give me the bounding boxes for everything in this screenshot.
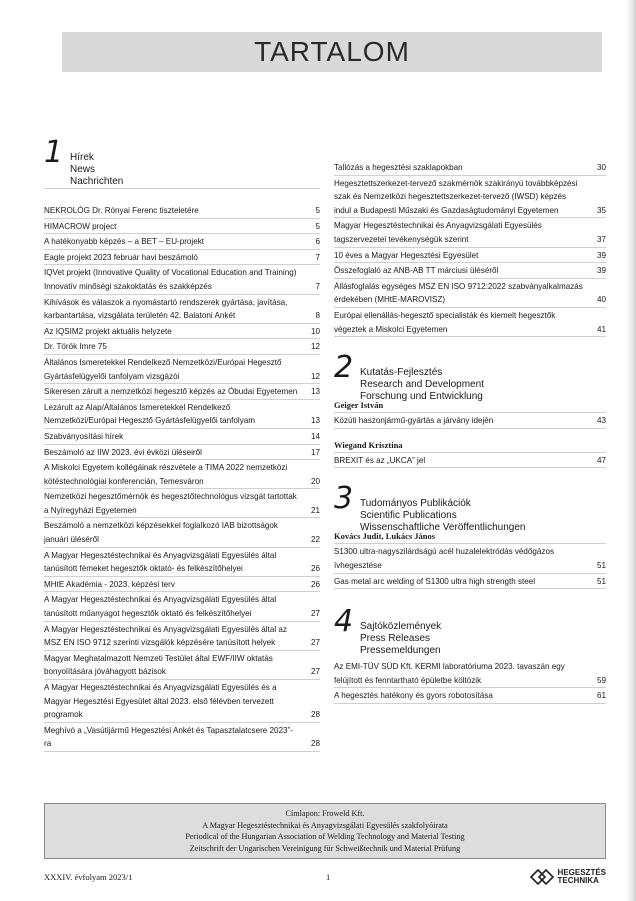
entry-page-number: 7 (315, 281, 320, 291)
entry-title: Szabványosítási hírek (44, 431, 124, 441)
toc-entry[interactable] (44, 592, 320, 621)
toc-entry[interactable] (44, 489, 320, 518)
entry-page-number: 27 (310, 667, 320, 677)
toc-entry[interactable] (44, 250, 320, 266)
entry-page-number: 27 (310, 609, 320, 619)
section-1-title-en: News (70, 164, 96, 175)
right-column (334, 160, 606, 704)
section-1-entries-continued (334, 160, 606, 337)
entry-title: Magyar Meghatalmazott Nemzeti Testület által EWF/IIW oktatás bonyolítására jóváhagyott bázisok (44, 653, 273, 677)
entry-page-number: 47 (596, 455, 606, 465)
toc-entry[interactable] (44, 577, 320, 593)
entry-page-number: 14 (310, 431, 320, 441)
toc-entry[interactable] (44, 400, 320, 429)
section-3-title-de: Wissenschaftliche Veröffentlichungen (360, 522, 526, 534)
journal-logo (529, 868, 606, 886)
entry-page-number: 41 (596, 324, 606, 334)
section-4-header (334, 604, 606, 657)
entry-title: Az EMI-TÜV SÜD Kft. KERMI laboratóriuma 2023. tavaszán egy felújított és fenntartható épületbe költözik (334, 662, 565, 685)
section-1-header (44, 135, 320, 187)
entry-page-number: 5 (315, 221, 320, 231)
toc-entry[interactable] (44, 548, 320, 577)
entry-title: Állásfoglalás egységes MSZ EN ISO 9712:2022 szabványalkalmazás érdekében (MHtE-MAROVISZ) (334, 281, 583, 305)
logo-line-1: HEGESZTÉS (557, 868, 606, 877)
entry-page-number: 13 (310, 416, 320, 426)
section-2-title-hu: Kutatás-Fejlesztés (360, 367, 443, 379)
toc-entry[interactable] (44, 680, 320, 723)
entry-title: Általános Ismeretekkel Rendelkező Nemzetközi/Európai Hegesztő Gyártásfelügyelői tanfolyam vizsgázói (44, 357, 282, 381)
welding-logo-icon (529, 868, 555, 886)
colophon-en: Periodical of the Hungarian Association of Welding Technology and Material Testing (185, 832, 465, 842)
entry-title: Lezárult az Alap/Általános Ismeretekkel Rendelkező Nemzetközi/Európai Hegesztő Gyártásfelügyelői tanfolyam (44, 402, 255, 426)
toc-entry[interactable] (44, 339, 320, 355)
entry-title: Sikeresen zárult a nemzetközi hegesztő képzés az Óbudai Egyetemen (44, 387, 298, 397)
entry-page-number: 26 (310, 579, 320, 589)
entry-title: S1300 ultra-nagyszilárdságú acél huzalelektródás védőgázos ívhegesztése (334, 547, 555, 570)
section-1-title-hu: Hírek (70, 152, 94, 163)
section-4-entries (334, 659, 606, 704)
section-2-title-en: Research and Development (360, 379, 484, 391)
section-4-title-hu: Sajtóközlemények (360, 621, 442, 633)
author-name: Wiegand Krisztina (334, 439, 606, 453)
section-2-title-de: Forschung und Entwicklung (360, 391, 483, 403)
toc-entry[interactable] (334, 688, 606, 704)
toc-entry[interactable] (44, 219, 320, 235)
toc-entry[interactable] (44, 651, 320, 680)
toc-entry[interactable] (44, 384, 320, 400)
entry-page-number: 28 (310, 710, 320, 720)
entry-page-number: 20 (310, 476, 320, 486)
entry-title: Beszámoló a nemzetközi képzésekkel foglalkozó IAB bizottságok januári üléséről (44, 521, 278, 545)
section-1-number: 1 (44, 135, 64, 170)
toc-entry[interactable] (44, 460, 320, 489)
entry-title: Európai ellenállás-hegesztő specialisták és kiemelt hegesztők végeztek a Miskolci Egyetemen (334, 310, 556, 334)
entry-title: Beszámoló az IIW 2023. évi évközi üléseiről (44, 447, 202, 457)
section-3-title-hu: Tudományos Publikációk (360, 498, 471, 510)
section-4-titles (360, 607, 442, 657)
entry-page-number: 59 (596, 675, 606, 685)
entry-title: Közúti haszonjármű-gyártás a járvány idején (334, 416, 494, 426)
entry-page-number: 26 (310, 564, 320, 574)
toc-entry[interactable] (44, 324, 320, 340)
section-3-number: 3 (334, 481, 354, 517)
toc-entry[interactable] (334, 574, 606, 590)
section-1-title-de: Nachrichten (70, 176, 124, 187)
section-2-content (334, 399, 606, 468)
volume-label: XXXIV. évfolyam 2023/1 (44, 872, 133, 882)
author-name: Geiger István (334, 399, 606, 413)
section-3-content (334, 530, 606, 589)
author-entries (334, 413, 606, 429)
toc-entry[interactable] (44, 265, 320, 294)
entry-page-number: 28 (310, 739, 320, 749)
toc-entry[interactable] (334, 218, 606, 247)
entry-page-number: 39 (596, 266, 606, 276)
section-2-titles (360, 353, 484, 403)
section-4-title-de: Pressemeldungen (360, 645, 441, 657)
toc-entry[interactable] (44, 518, 320, 547)
section-1-titles (70, 138, 124, 187)
entry-title: Meghívó a „Vasútijármű Hegesztési Ankét és Tapasztalatcsere 2023”-ra (44, 725, 293, 749)
colophon-box (44, 803, 606, 859)
logo-line-2: TECHNIKA (557, 876, 599, 885)
toc-entry[interactable] (44, 723, 320, 752)
entry-page-number: 7 (315, 252, 320, 262)
entry-title: Összefoglaló az ANB-AB TT márciusi üléséről (334, 266, 499, 276)
toc-entry[interactable] (334, 544, 606, 573)
entry-page-number: 22 (310, 535, 320, 545)
entry-page-number: 8 (315, 311, 320, 321)
toc-entry[interactable] (334, 248, 606, 264)
entry-title: A Magyar Hegesztéstechnikai és Anyagvizsgálati Egyesülés által tanúsított műanyagot hegesztők oktató és felkészítőhelyei (44, 595, 277, 619)
entry-title: Tallózás a hegesztési szaklapokban (334, 163, 463, 172)
section-2-number: 2 (334, 350, 354, 386)
author-entries (334, 544, 606, 589)
toc-entry[interactable] (44, 429, 320, 445)
entry-page-number: 5 (315, 206, 320, 215)
entry-title: A Miskolci Egyetem kollégáinak részvétele a TIMA 2022 nemzetközi kötéstechnológiai konferencián, Temesváron (44, 463, 288, 486)
entry-page-number: 12 (310, 371, 320, 381)
entry-title: A Magyar Hegesztéstechnikai és Anyagvizsgálati Egyesülés által tanúsított fémeket hegesztők oktató- és felkészítőhelyei (44, 550, 277, 574)
entry-title: A hatékonyabb képzés – a BET – EU-projekt (44, 237, 205, 247)
entry-title: 10 éves a Magyar Hegesztési Egyesület (334, 250, 479, 260)
entry-title: Nemzetközi hegesztőmérnök és hegesztőtechnológus vizsgát tartottak a Nyíregyházi Egyetemen (44, 492, 297, 515)
toc-entry[interactable] (334, 413, 606, 429)
page-footer (44, 868, 606, 892)
section-3-titles (360, 484, 526, 534)
entry-title: NEKROLÓG Dr. Rónyai Ferenc tiszteletére (44, 206, 199, 215)
page-number: 1 (326, 872, 331, 882)
entry-title: Eagle projekt 2023 február havi beszámoló (44, 252, 198, 262)
entry-page-number: 39 (596, 250, 606, 260)
entry-page-number: 43 (596, 416, 606, 426)
section-3-header (334, 481, 606, 534)
entry-title: HIMACROW project (44, 221, 117, 231)
entry-page-number: 27 (310, 638, 320, 648)
entry-title: IQVet projekt (Innovative Quality of Vocational Education and Training) Innovatív minőségi szakoktatás és szakképzés (44, 268, 297, 291)
entry-title: Gas metal arc welding of S1300 ultra high strength steel (334, 576, 536, 586)
section-4-title-en: Press Releases (360, 633, 431, 645)
entry-title: Hegesztettszerkezet-tervező szakmérnök szakirányú továbbképzési szak és Nemzetközi hegesztettszerkezet-tervező (IWSD) képzés indul a Budapesti Műszaki és Gazdaságtudományi Egyetemen (334, 178, 578, 215)
page-title: TARTALOM (254, 36, 410, 67)
toc-entry[interactable] (334, 453, 606, 469)
cover-credit: Címlapon: Froweld Kft. (285, 809, 365, 818)
entry-title: Az IQSIM2 projekt aktuális helyzete (44, 326, 172, 336)
section-1-entries (44, 203, 320, 752)
toc-entry[interactable] (44, 445, 320, 461)
entry-page-number: 6 (315, 237, 320, 247)
toc-entry[interactable] (44, 622, 320, 651)
toc-entry[interactable] (334, 176, 606, 219)
toc-entry[interactable] (334, 308, 606, 337)
toc-entry[interactable] (334, 160, 606, 176)
toc-entry[interactable] (44, 355, 320, 384)
colophon-hu: A Magyar Hegesztéstechnikai és Anyagvizsgálati Egyesülés szakfolyóirata (202, 820, 448, 830)
entry-page-number: 51 (596, 560, 606, 570)
entry-title: MHtE Akadémia - 2023. képzési terv (44, 579, 175, 589)
entry-page-number: 30 (596, 163, 606, 172)
page-edge-shadow (626, 0, 636, 901)
entry-title: A hegesztés hatékony és gyors robotosítása (334, 691, 493, 701)
toc-entry[interactable] (44, 295, 320, 324)
title-banner (62, 32, 602, 72)
entry-page-number: 13 (310, 387, 320, 397)
entry-title: A Magyar Hegesztéstechnikai és Anyagvizsgálati Egyesülés által az MSZ EN ISO 9712 szerinti vizsgálók képzésére tanúsított helyek (44, 624, 287, 648)
entry-page-number: 40 (596, 295, 606, 305)
entry-page-number: 21 (310, 505, 320, 515)
section-3-title-en: Scientific Publications (360, 510, 457, 522)
entry-title: A Magyar Hegesztéstechnikai és Anyagvizsgálati Egyesülés és a Magyar Hegesztési Egyesület által 2023. első félévben tervezett programok (44, 683, 277, 720)
entry-page-number: 35 (596, 205, 606, 215)
section-4-number: 4 (334, 604, 354, 640)
colophon-de: Zeitschrift der Ungarischen Vereinigung für Schweißtechnik und Material Prüfung (189, 843, 461, 853)
entry-title: Kihívások és válaszok a nyomástartó rendszerek gyártása, javítása, karbantartása, vizsgálata területén 42. Balatoni Ankét (44, 297, 288, 321)
entry-page-number: 37 (596, 234, 606, 244)
toc-entry[interactable] (44, 203, 320, 219)
section-2-header (334, 350, 606, 403)
author-entries (334, 453, 606, 469)
author-name: Kovács Judit, Lukács János (334, 530, 606, 544)
toc-entry[interactable] (334, 659, 606, 688)
entry-title: Dr. Török Imre 75 (44, 342, 107, 352)
entry-page-number: 17 (310, 447, 320, 457)
entry-page-number: 61 (596, 691, 606, 701)
toc-entry[interactable] (334, 263, 606, 279)
entry-page-number: 12 (310, 342, 320, 352)
entry-title: Magyar Hegesztéstechnikai és Anyagvizsgálati Egyesülés tagszervezetei tevékenységük szerint (334, 221, 542, 244)
toc-entry[interactable] (334, 279, 606, 308)
entry-page-number: 10 (310, 326, 320, 336)
left-column (44, 135, 320, 752)
entry-title: BREXIT és az „UKCA” jel (334, 455, 426, 465)
entry-page-number: 51 (596, 576, 606, 586)
toc-entry[interactable] (44, 234, 320, 250)
